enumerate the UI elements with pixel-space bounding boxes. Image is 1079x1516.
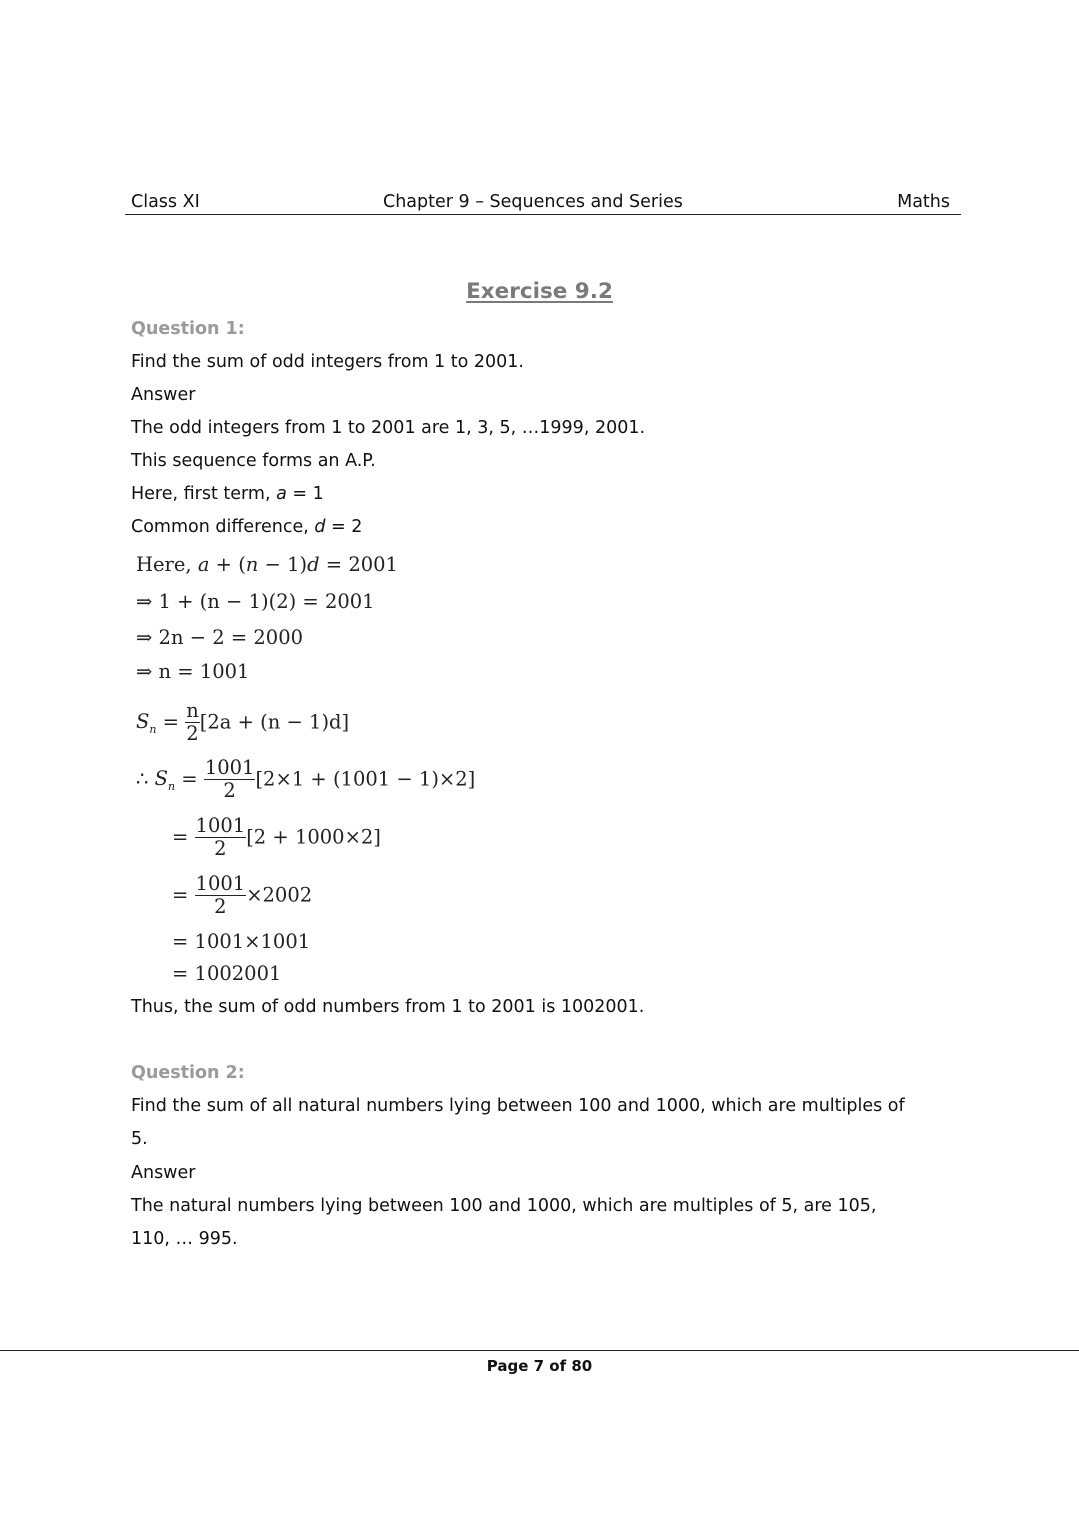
fraction: $\frac{1001}{2}$ (204, 756, 255, 803)
question-2-label: Question 2: (131, 1063, 245, 1083)
question-1-label: Question 1: (131, 319, 245, 339)
answer-2-line-2: 110, … 995. (131, 1229, 238, 1249)
fraction: $\frac{1001}{2}$ (195, 814, 246, 861)
answer-1-line-2: This sequence forms an A.P. (131, 451, 376, 471)
sn-step-3: = $\frac{1001}{2}$ ×2002 (172, 872, 313, 919)
header-subject: Maths (897, 192, 950, 212)
answer-1-line-3: Here, first term, a = 1 (131, 484, 324, 504)
sn-step-5: = 1002001 (172, 962, 282, 985)
sn-step-2: = $\frac{1001}{2}$ [2 + 1000×2] (172, 814, 381, 861)
fraction: $\frac{n}{2}$ (186, 699, 199, 746)
sn-formula: $S_n$ = $\frac{n}{2}$ [2a + (n − 1)d] (136, 699, 350, 746)
math-line-4: ⇒ n = 1001 (136, 660, 250, 683)
fraction: $\frac{1001}{2}$ (195, 872, 246, 919)
header-class: Class XI (131, 192, 200, 212)
math-line-1: Here, a + (n − 1)d = 2001 (136, 553, 398, 576)
page-number: Page 7 of 80 (486, 1357, 593, 1375)
answer-2-line-1: The natural numbers lying between 100 and 1000, which are multiples of 5, are 105, (131, 1196, 877, 1216)
answer-1-line-1: The odd integers from 1 to 2001 are 1, 3, 5, …1999, 2001. (131, 418, 646, 438)
answer-2-label: Answer (131, 1163, 196, 1183)
answer-1-conclusion: Thus, the sum of odd numbers from 1 to 2001 is 1002001. (131, 997, 645, 1017)
question-2-text-line-2: 5. (131, 1129, 148, 1149)
answer-1-label: Answer (131, 385, 196, 405)
math-line-2: ⇒ 1 + (n − 1)(2) = 2001 (136, 590, 375, 613)
question-2-text-line-1: Find the sum of all natural numbers lying between 100 and 1000, which are multiples of (131, 1096, 905, 1116)
footer-divider (0, 1350, 1079, 1351)
answer-1-line-4: Common difference, d = 2 (131, 517, 363, 537)
sn-step-1: ∴ $S_n$ = $\frac{1001}{2}$ [2×1 + (1001 − 1)×2] (136, 756, 476, 803)
math-line-3: ⇒ 2n − 2 = 2000 (136, 626, 304, 649)
question-1-text: Find the sum of odd integers from 1 to 2001. (131, 352, 524, 372)
header-chapter: Chapter 9 – Sequences and Series (383, 192, 683, 212)
page-header (125, 192, 961, 215)
sn-step-4: = 1001×1001 (172, 930, 311, 953)
exercise-title: Exercise 9.2 (466, 279, 613, 304)
